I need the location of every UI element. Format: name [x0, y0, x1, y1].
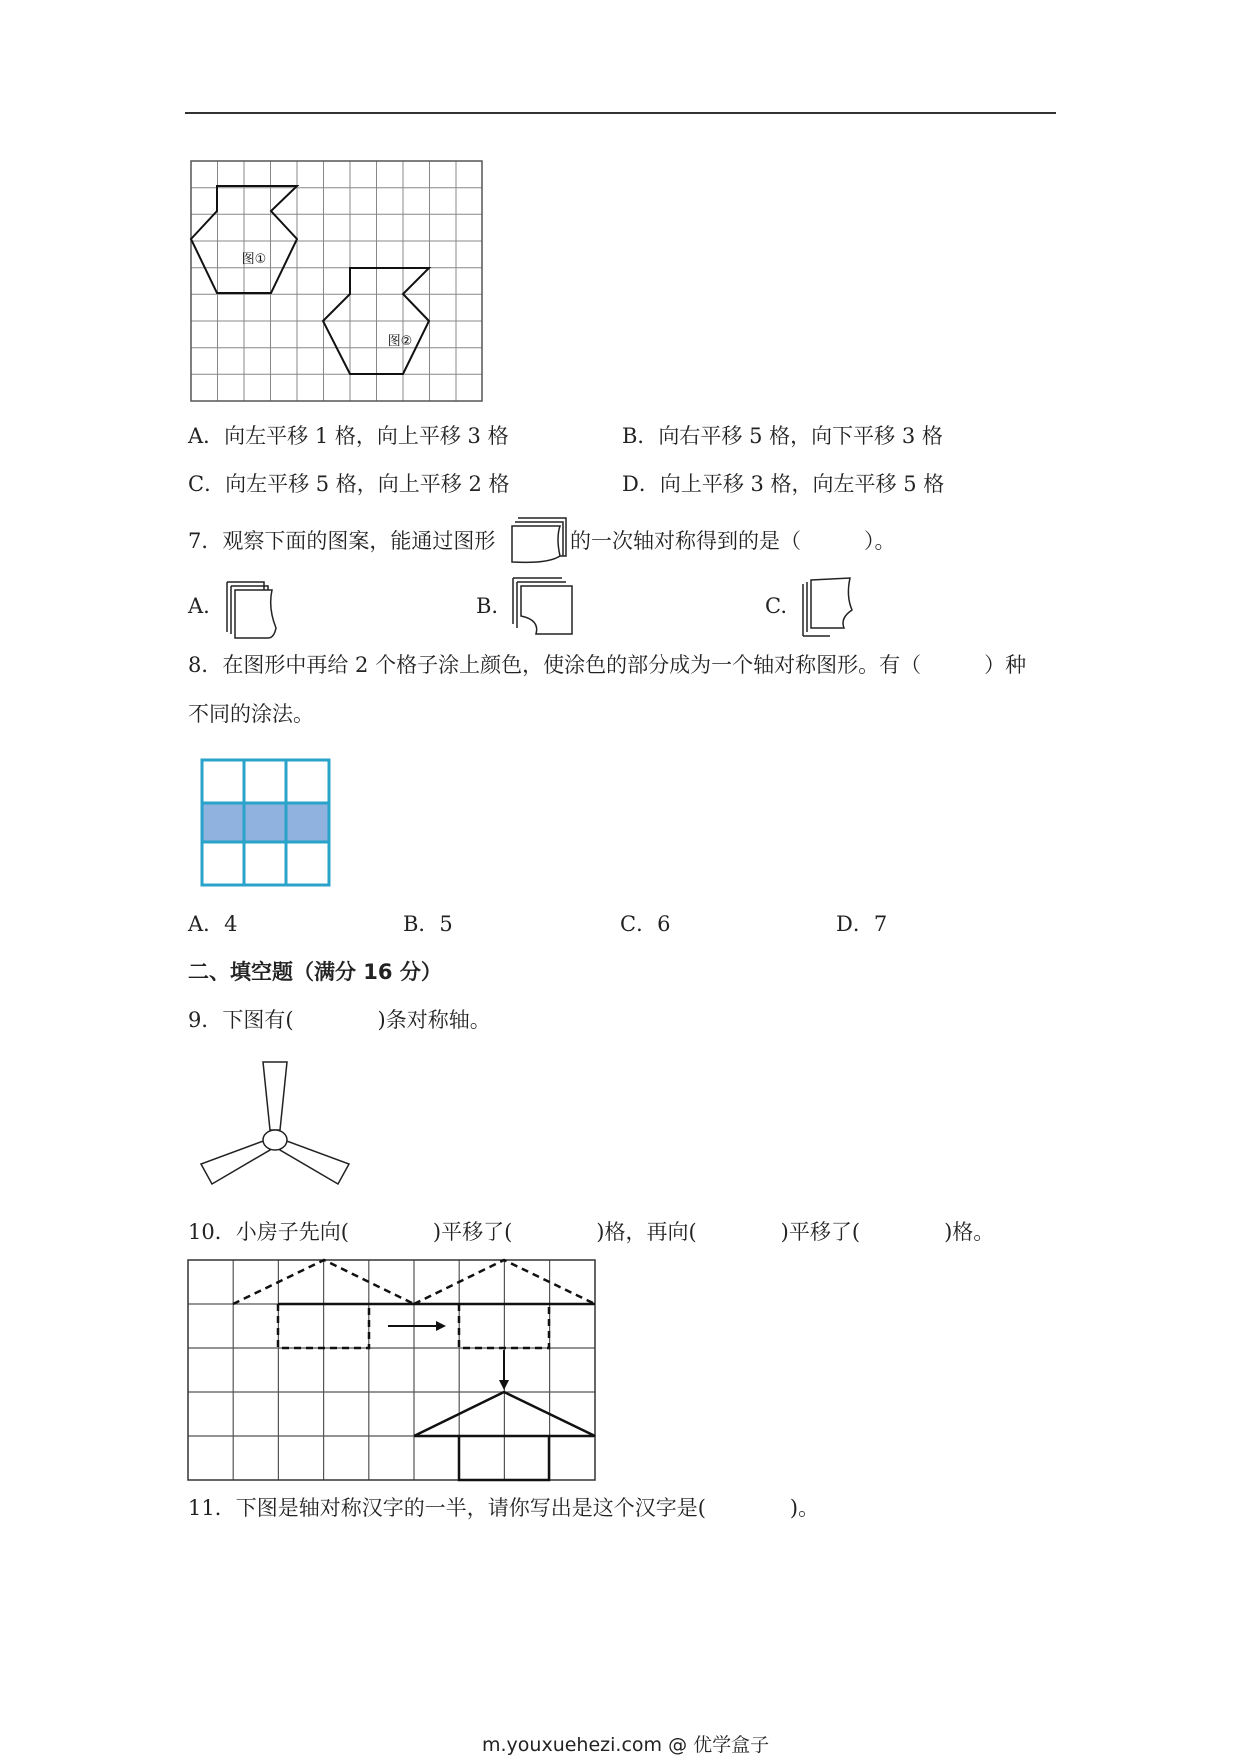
q7-option-c-label: C.: [765, 594, 787, 618]
q8-option-d: D．7: [836, 912, 888, 936]
q8-text-line1: 8．在图形中再给 2 个格子涂上颜色，使涂色的部分成为一个轴对称图形。有（ ）种: [188, 653, 1027, 677]
q9-blade-top: [263, 1062, 287, 1130]
q6-label-2: 图②: [387, 334, 413, 349]
q7-text-after: 的一次轴对称得到的是（ ）。: [570, 529, 896, 553]
q6-option-c: C．向左平移 5 格，向上平移 2 格: [188, 472, 510, 496]
q9-blade-right: [280, 1140, 349, 1184]
q11-text: 11．下图是轴对称汉字的一半，请你写出是这个汉字是( )。: [188, 1496, 820, 1520]
q10-house-grid: [188, 1258, 598, 1484]
q6-label-1: 图①: [241, 252, 267, 267]
q7-option-a-label: A.: [188, 594, 210, 618]
q6-option-b: B．向右平移 5 格，向下平移 3 格: [622, 424, 943, 448]
q6-option-d: D．向上平移 3 格，向左平移 5 格: [622, 472, 945, 496]
footer-site-credit: m.youxuehezi.com @ 优学盒子: [482, 1734, 770, 1756]
q8-filled-row: [202, 803, 329, 842]
q9-hub: [263, 1130, 287, 1150]
q9-blade-left: [201, 1140, 270, 1184]
q7-text-before: 7．观察下面的图案，能通过图形: [188, 529, 496, 553]
q9-text: 9．下图有( )条对称轴。: [188, 1008, 491, 1032]
q6-grid-figure: [191, 161, 483, 403]
q7-reference-shape: [508, 516, 570, 566]
q8-text-line2: 不同的涂法。: [188, 702, 314, 726]
section-title: 二、填空题（满分 16 分）: [188, 960, 442, 984]
q10-text: 10．小房子先向( )平移了( )格，再向( )平移了( )格。: [188, 1220, 995, 1244]
q6-option-a: A．向左平移 1 格，向上平移 3 格: [188, 424, 509, 448]
q8-color-grid: [200, 758, 332, 888]
q9-fan-figure: [198, 1060, 350, 1190]
header-rule: [185, 112, 1056, 114]
q8-option-c: C．6: [620, 912, 671, 936]
q7-option-b-label: B.: [476, 594, 499, 618]
q8-option-a: A．4: [188, 912, 238, 936]
q7-option-c-shape: [800, 576, 858, 638]
q6-grid-lines: [191, 161, 482, 401]
q8-option-b: B．5: [403, 912, 453, 936]
q7-option-b-shape: [510, 576, 580, 638]
q7-option-a-shape: [224, 578, 282, 640]
